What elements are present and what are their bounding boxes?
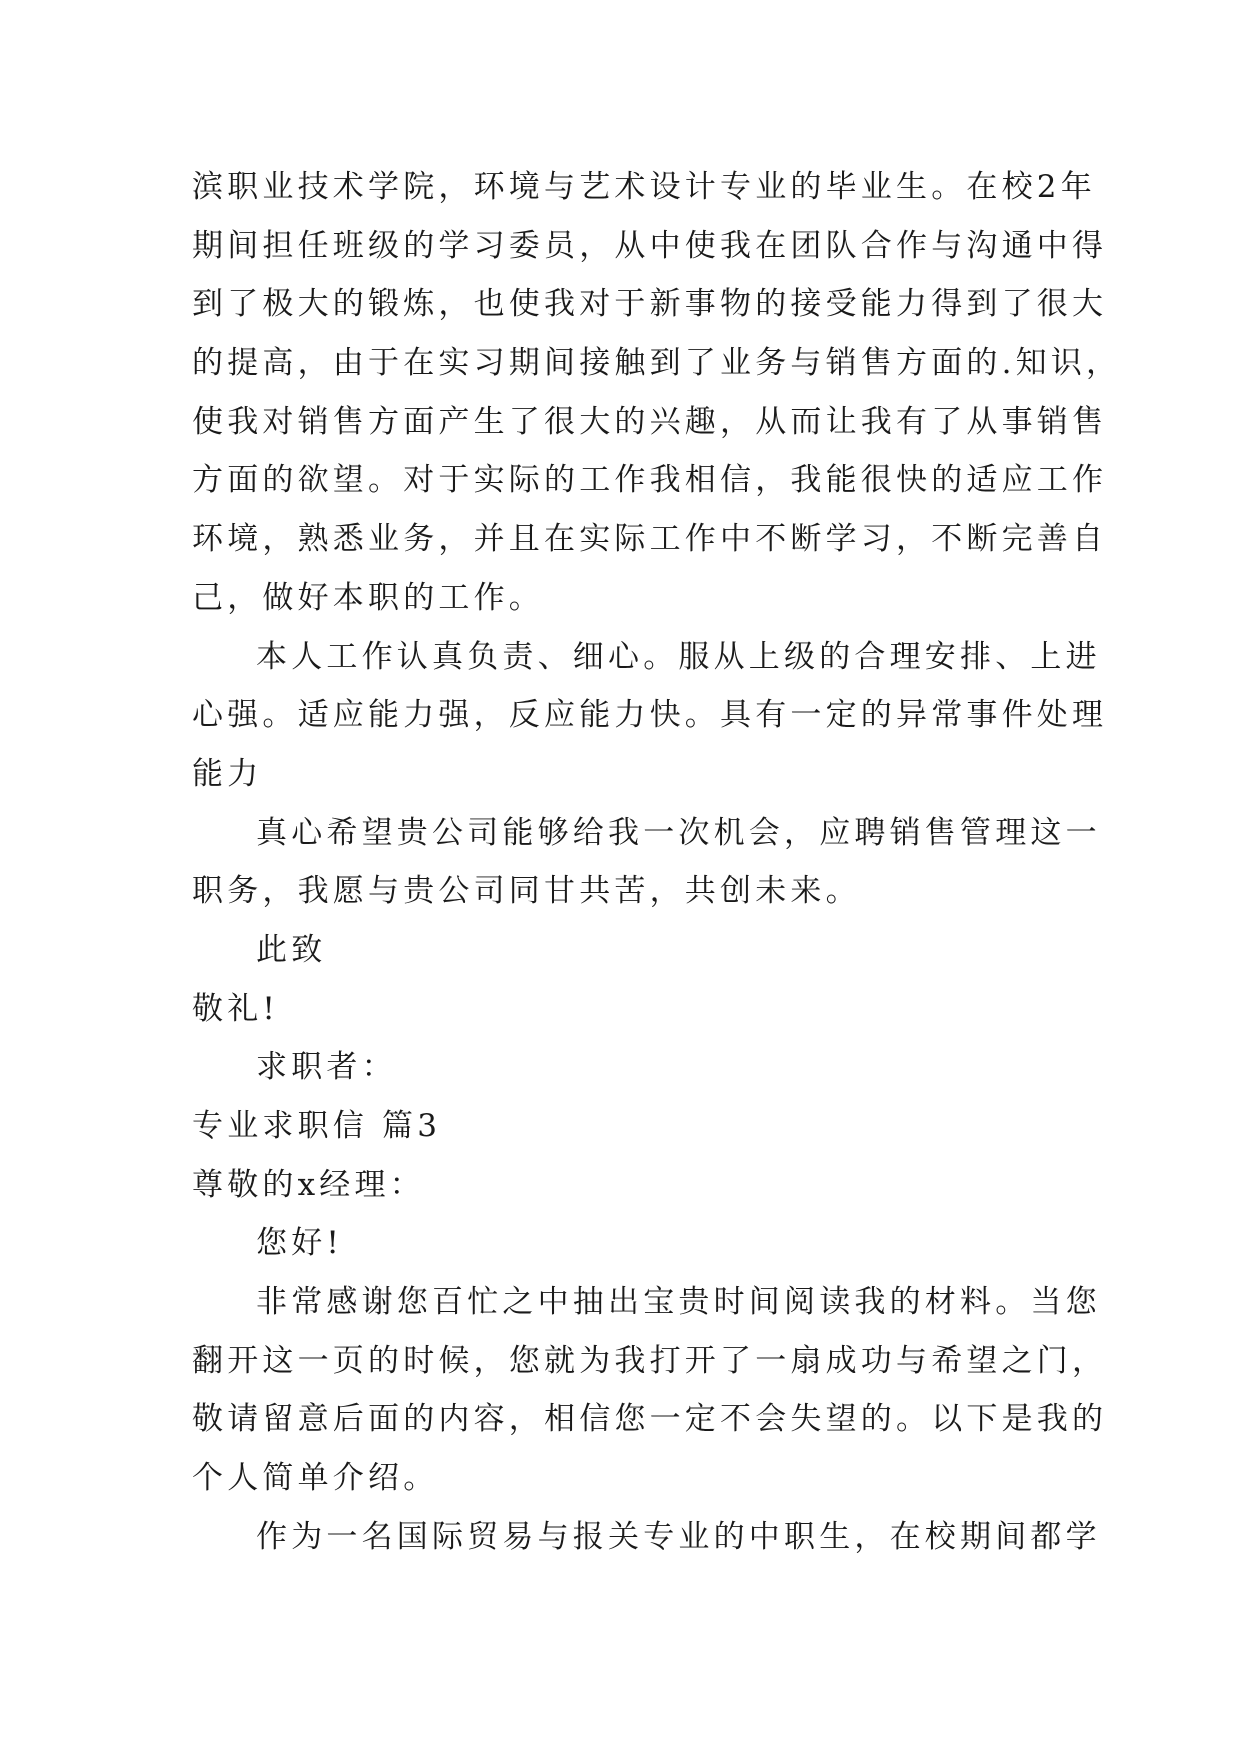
text-line: 滨职业技术学院，环境与艺术设计专业的毕业生。在校2年 [192,169,1096,205]
salutation: 尊敬的x经理： [192,1166,425,1203]
paragraph-start-line: 真心希望贵公司能够给我一次机会，应聘销售管理这一 [256,814,1101,851]
salutation-closing: 敬礼! [192,990,280,1027]
paragraph-start-line: 本人工作认真负责、细心。服从上级的合理安排、上进 [256,638,1101,675]
text-line: 心强。适应能力强，反应能力快。具有一定的异常事件处理 [192,697,1108,734]
paragraph-start-line: 非常感谢您百忙之中抽出宝贵时间阅读我的材料。当您 [256,1284,1101,1321]
text-line: 使我对销售方面产生了很大的兴趣，从而让我有了从事销售 [192,403,1108,440]
text-line: 个人简单介绍。 [192,1460,439,1497]
text-line: 己，做好本职的工作。 [192,579,544,616]
text-line: 敬请留意后面的内容，相信您一定不会失望的。以下是我的 [192,1401,1108,1438]
paragraph-start-line: 作为一名国际贸易与报关专业的中职生，在校期间都学 [256,1518,1101,1555]
text-line: 职务，我愿与贵公司同甘共苦，共创未来。 [192,873,861,910]
text-line: 期间担任班级的学习委员，从中使我在团队合作与沟通中得 [192,227,1108,264]
section-heading: 专业求职信 篇3 [192,1108,442,1144]
greeting: 您好! [256,1225,344,1262]
closing-line: 此致 [256,931,327,968]
text-line: 翻开这一页的时候，您就为我打开了一扇成功与希望之门， [192,1342,1108,1379]
text-line: 能力 [192,755,263,792]
signature-line: 求职者： [256,1049,397,1086]
text-line: 的提高，由于在实习期间接触到了业务与销售方面的.知识， [192,345,1122,382]
text-line: 环境，熟悉业务，并且在实际工作中不断学习，不断完善自 [192,521,1108,558]
text-line: 到了极大的锻炼，也使我对于新事物的接受能力得到了很大 [192,286,1108,323]
document-page [192,158,1122,1567]
text-line: 方面的欲望。对于实际的工作我相信，我能很快的适应工作 [192,462,1108,499]
